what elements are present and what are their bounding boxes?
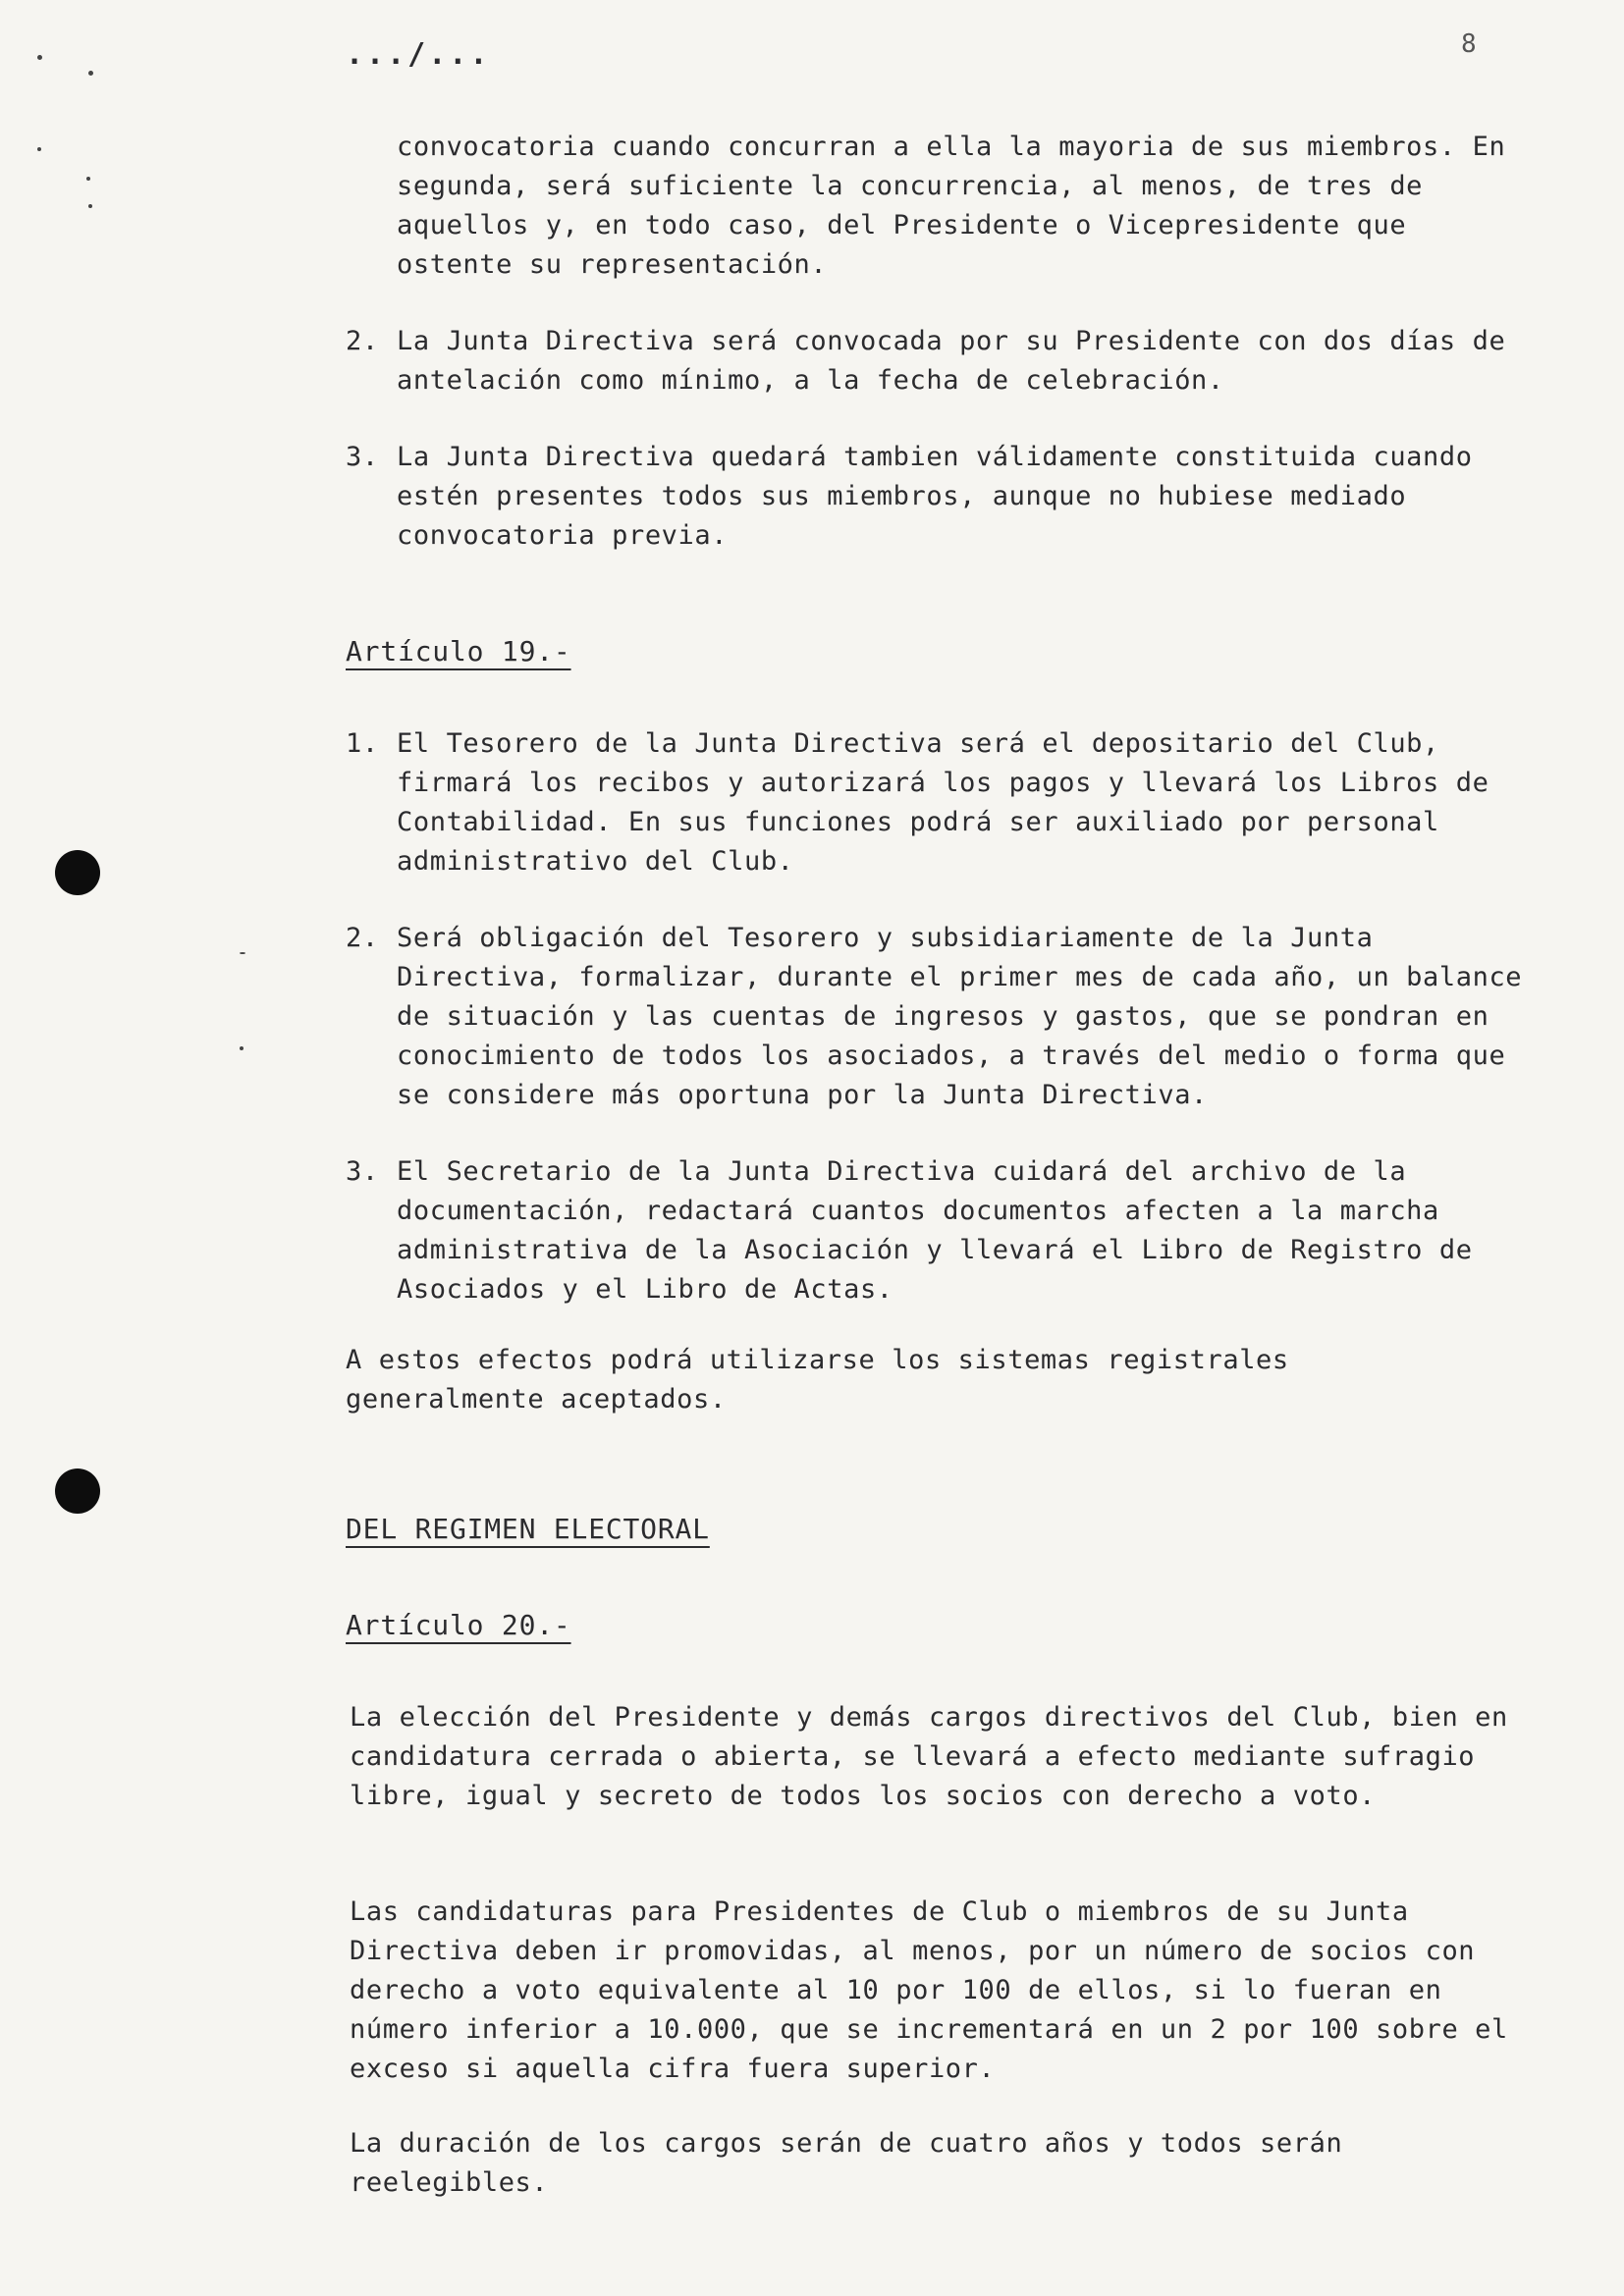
item-text: El Tesorero de la Junta Directiva será el depositario del Club, firmará los recibos y autorizará los pagos y llevará los Libros de Contabilidad. En sus funciones podrá ser auxiliado por personal administrativo del Club. — [397, 728, 1489, 877]
article-20-paragraph-2: Las candidaturas para Presidentes de Club o miembros de su Junta Directiva deben ir promovidas, al menos, por un número de socios con derecho a voto equivalente al 10 por 100 de ellos, si lo fueran en número inferior a 10.000, que se incrementará en un 2 por 100 sobre el exceso si aquella cifra fuera superior. — [350, 1896, 1508, 2084]
article-20-paragraph-1: La elección del Presidente y demás cargos directivos del Club, bien en candidatura cerrada o abierta, se llevará a efecto mediante sufragio libre, igual y secreto de todos los socios con derecho a voto. — [350, 1702, 1508, 1811]
item-text: La Junta Directiva será convocada por su Presidente con dos días de antelación como mínimo, a la fecha de celebración. — [397, 326, 1506, 396]
item-number: 2. — [346, 923, 379, 953]
punch-hole-bottom — [55, 1468, 100, 1514]
page-number: 8 — [1461, 29, 1477, 59]
article-19-heading: Artículo 19.- — [346, 635, 571, 667]
scan-speck — [86, 177, 90, 181]
continuation-marker: .../... — [346, 37, 491, 72]
article-20-paragraph-3: La duración de los cargos serán de cuatro años y todos serán reelegibles. — [350, 2128, 1343, 2198]
item-text: La Junta Directiva quedará tambien válidamente constituida cuando estén presentes todos sus miembros, aunque no hubiese mediado convocatoria previa. — [397, 442, 1473, 551]
scan-speck — [240, 1046, 244, 1050]
article-20-heading: Artículo 20.- — [346, 1609, 571, 1641]
continuation-paragraph: convocatoria cuando concurran a ella la mayoria de sus miembros. En segunda, será suficiente la concurrencia, al menos, de tres de aquellos y, en todo caso, del Presidente o Vicepresidente que ostente su representación. — [397, 132, 1506, 280]
item-text: El Secretario de la Junta Directiva cuidará del archivo de la documentación, redactará cuantos documentos afecten a la marcha administrativa de la Asociación y llevará el Libro de Registro de Asociados y el Libro de Actas. — [397, 1156, 1473, 1305]
item-number: 1. — [346, 728, 379, 759]
section-title: DEL REGIMEN ELECTORAL — [346, 1513, 710, 1545]
scan-speck — [88, 204, 92, 208]
scan-speck — [240, 952, 245, 954]
item-number: 3. — [346, 442, 379, 472]
scan-speck — [37, 55, 42, 60]
item-text: Será obligación del Tesorero y subsidiariamente de la Junta Directiva, formalizar, durante el primer mes de cada año, un balance de situación y las cuentas de ingresos y gastos, que se pondran en conocimiento de todos los asociados, a través del medio o forma que se considere más oportuna por la Junta Directiva. — [397, 923, 1523, 1110]
scan-speck — [88, 71, 93, 76]
item-number: 2. — [346, 326, 379, 356]
item-number: 3. — [346, 1156, 379, 1187]
scan-speck — [37, 147, 41, 151]
article-19-closing: A estos efectos podrá utilizarse los sistemas registrales generalmente aceptados. — [346, 1345, 1289, 1415]
punch-hole-top — [55, 850, 100, 895]
